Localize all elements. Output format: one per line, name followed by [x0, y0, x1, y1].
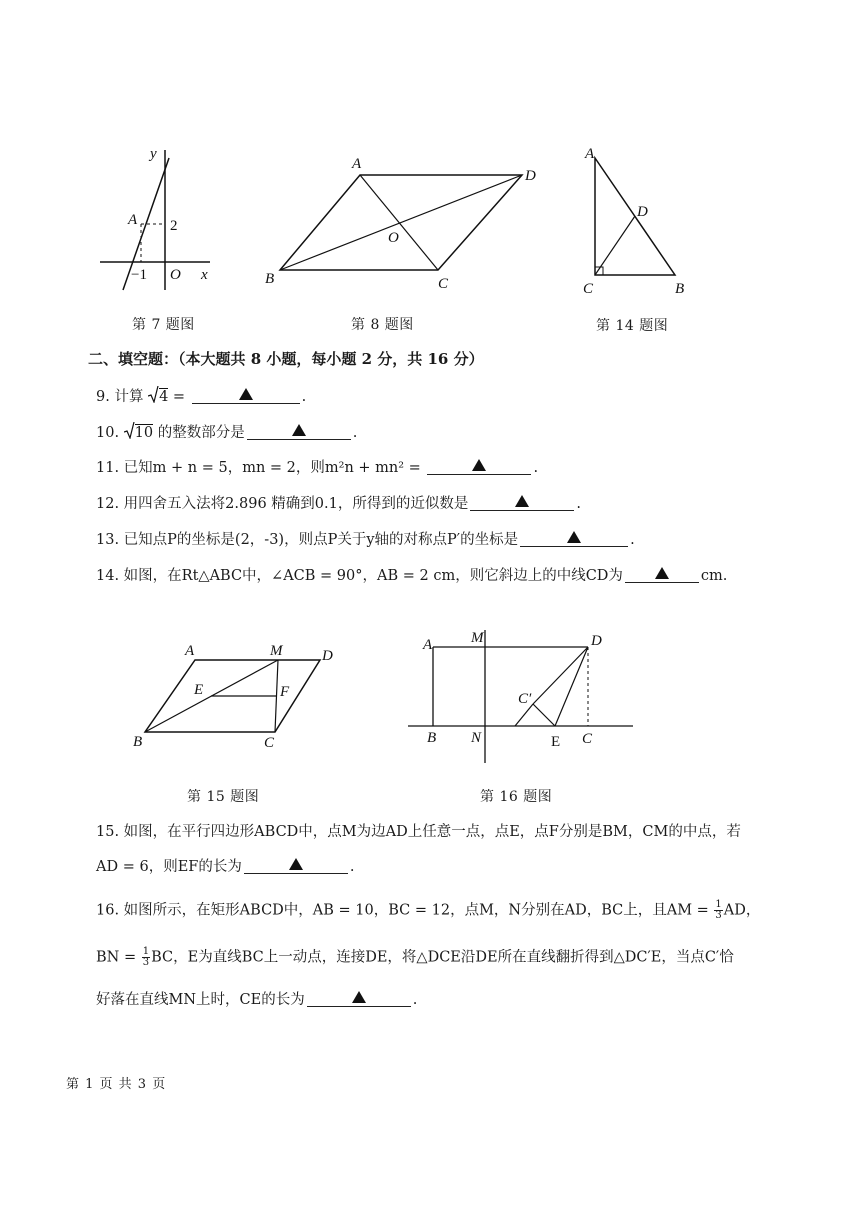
fig14-label-C: C: [583, 281, 594, 297]
triangle-icon: [472, 459, 486, 471]
fig7-label-y: y: [150, 146, 157, 162]
question-16-line3: 好落在直线MN上时，CE的长为 .: [96, 992, 418, 1008]
question-12: 12. 用四舍五入法将2.896 精确到0.1，所得到的近似数是 .: [96, 496, 581, 512]
figure-7-caption: 第 7 题图: [132, 317, 195, 333]
question-9: 9. 计算 4 = .: [96, 386, 306, 409]
sqrt-sign-icon: [148, 386, 159, 409]
figure-15-caption: 第 15 题图: [187, 789, 260, 805]
answer-blank[interactable]: [625, 566, 699, 583]
fig15-label-D: D: [322, 648, 333, 664]
question-11: 11. 已知m + n = 5，mn = 2，则m²n + mn² = .: [96, 460, 539, 476]
triangle-icon: [352, 991, 366, 1003]
triangle-icon: [515, 495, 529, 507]
fig16-label-C: C: [582, 731, 593, 747]
fig16-label-E: E: [551, 734, 561, 750]
figure-8-caption: 第 8 题图: [351, 317, 414, 333]
triangle-icon: [289, 858, 303, 870]
answer-blank[interactable]: [520, 530, 628, 547]
fig16-label-B: B: [427, 730, 437, 746]
fig7-label-O: O: [170, 267, 181, 283]
fig8-label-C: C: [438, 276, 449, 292]
fig7-label-A: A: [128, 212, 138, 228]
question-14: 14. 如图，在Rt△ABC中，∠ACB = 90°，AB = 2 cm，则它斜边上的中线CD为 cm.: [96, 568, 728, 584]
figure-16-caption: 第 16 题图: [480, 789, 553, 805]
fig14-label-B: B: [675, 281, 685, 297]
fig15-label-C: C: [264, 735, 275, 751]
answer-blank[interactable]: [470, 494, 574, 511]
answer-blank[interactable]: [307, 990, 411, 1007]
fig15-label-E: E: [194, 682, 204, 698]
fig15-label-A: A: [185, 643, 195, 659]
fig8-label-A: A: [352, 156, 362, 172]
figure-7: [95, 140, 220, 295]
fig15-label-F: F: [280, 684, 290, 700]
fig14-label-D: D: [637, 204, 648, 220]
triangle-icon: [239, 388, 253, 400]
fig8-label-B: B: [265, 271, 275, 287]
question-16-line2: BN = $\frac{1}{3}$ BC，E为直线BC上一动点，连接DE，将△DCE沿DE所在直线翻折得到△DC′E，当点C′恰: [96, 946, 734, 968]
question-16-line1: 16. 如图所示，在矩形ABCD中，AB = 10，BC = 12，点M，N分别在AD，BC上，且AM = $\frac{1}{3}$ AD，: [96, 899, 761, 921]
triangle-icon: [292, 424, 306, 436]
answer-blank[interactable]: [427, 458, 531, 475]
page-number: 第 1 页 共 3 页: [66, 1077, 167, 1092]
sqrt-sign-icon: [124, 422, 135, 445]
question-13: 13. 已知点P的坐标是(2，-3)，则点P关于y轴的对称点P′的坐标是 .: [96, 532, 635, 548]
fig16-label-N: N: [471, 730, 482, 746]
answer-blank[interactable]: [247, 423, 351, 440]
question-15-line2: AD = 6，则EF的长为 .: [96, 859, 355, 875]
fig7-label-x: x: [201, 267, 208, 283]
fig16-label-Cprime: C′: [518, 691, 532, 707]
fig16-label-D: D: [591, 633, 602, 649]
answer-blank[interactable]: [244, 857, 348, 874]
fig15-label-M: M: [270, 643, 283, 659]
figure-8: [260, 150, 550, 295]
fig7-label-2: 2: [170, 218, 178, 234]
fig8-label-O: O: [388, 230, 399, 246]
figure-15: [130, 640, 345, 755]
figure-16: [405, 625, 640, 770]
fig16-label-M: M: [471, 630, 484, 646]
fraction: $\frac{1}{3}$: [715, 899, 722, 921]
triangle-icon: [567, 531, 581, 543]
figure-14-caption: 第 14 题图: [596, 318, 669, 334]
fig8-label-D: D: [525, 168, 536, 184]
fig14-label-A: A: [585, 146, 595, 162]
fraction: $\frac{1}{3}$: [142, 946, 150, 968]
answer-blank[interactable]: [192, 387, 300, 404]
triangle-icon: [655, 567, 669, 579]
figure-14: [575, 140, 695, 300]
fig15-label-B: B: [133, 734, 143, 750]
fig16-label-A: A: [423, 637, 433, 653]
section-title: 二、填空题：（本大题共 8 小题，每小题 2 分，共 16 分）: [88, 350, 484, 368]
question-10: 10. 10 的整数部分是 .: [96, 422, 357, 445]
question-15-line1: 15. 如图，在平行四边形ABCD中，点M为边AD上任意一点，点E，点F分别是BM，CM的中点，若: [96, 824, 741, 840]
fig7-label-neg1: −1: [131, 267, 147, 283]
